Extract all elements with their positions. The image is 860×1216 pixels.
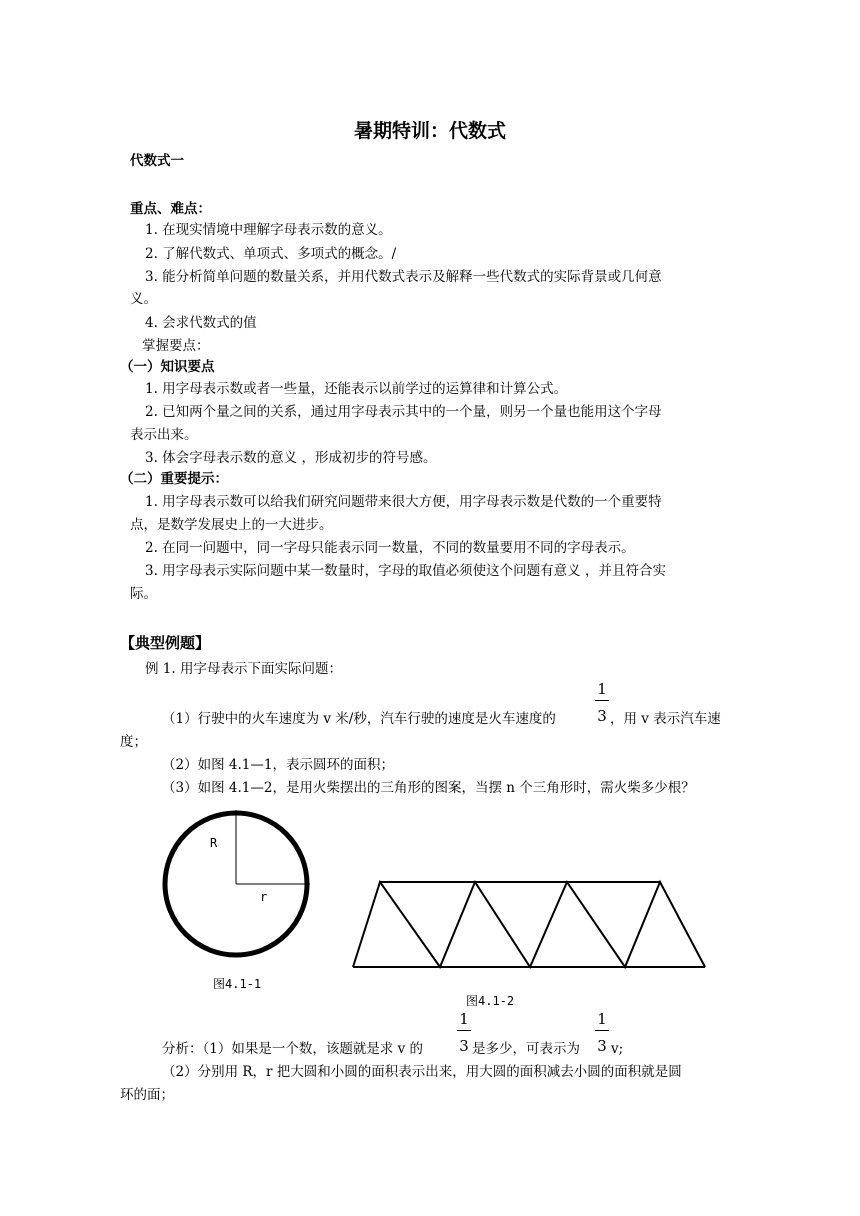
analysis-2-text-end: 环的面； <box>120 1087 174 1103</box>
question-1-text: （1）行驶中的火车速度为 v 米/秒，汽车行驶的速度是火车速度的 <box>162 711 556 727</box>
ring-figure <box>160 808 320 968</box>
page-title: 暑期特训：代数式 <box>353 120 506 142</box>
fraction-denominator: 3 <box>597 1037 607 1055</box>
keypoint-item: 1. 在现实情境中理解字母表示数的意义。 <box>145 222 392 238</box>
label-R: R <box>210 836 218 850</box>
knowledge-item: 3. 体会字母表示数的意义 ，形成初步的符号感。 <box>145 450 437 466</box>
tip-item: 际。 <box>130 586 157 602</box>
question-1-text-end: 度； <box>120 734 147 750</box>
keypoints-heading: 重点、难点： <box>130 201 211 217</box>
fraction-numerator: 1 <box>597 1010 607 1028</box>
tip-item: 1. 用字母表示数可以给我们研究问题带来很大方便，用字母表示数是代数的一个重要特 <box>145 494 662 510</box>
keypoint-item: 2. 了解代数式、单项式、多项式的概念。/ <box>145 246 397 262</box>
fraction-bar <box>595 1030 609 1031</box>
fraction-bar <box>595 700 609 701</box>
tip-item: 3. 用字母表示实际问题中某一数量时，字母的取值必须使这个问题有意义 ，并且符合实 <box>145 563 666 579</box>
examples-heading: 【典型例题】 <box>120 634 211 652</box>
question-2-text: （2）如图 4.1—1，表示圆环的面积； <box>162 757 394 773</box>
keypoint-item: 义。 <box>130 291 157 307</box>
tip-item: 点，是数学发展史上的一大进步。 <box>130 517 333 533</box>
mastery-label: 掌握要点： <box>142 338 210 354</box>
fraction-numerator: 1 <box>597 680 607 698</box>
tip-item: 2. 在同一问题中，同一字母只能表示同一数量，不同的数量要用不同的字母表示。 <box>145 540 635 556</box>
figure-1-caption: 图4.1-1 <box>213 977 262 991</box>
matchstick-triangles-figure <box>345 870 715 980</box>
knowledge-item: 表示出来。 <box>130 427 198 443</box>
section-heading: 代数式一 <box>130 153 184 169</box>
question-3-text: （3）如图 4.1—2，是用火柴摆出的三角形的图案，当摆 n 个三角形时，需火柴多少根？ <box>162 780 695 796</box>
knowledge-item: 1. 用字母表示数或者一些量，还能表示以前学过的运算律和计算公式。 <box>145 381 568 397</box>
fraction-denominator: 3 <box>597 707 607 725</box>
analysis-1-text: 分析：（1）如果是一个数，该题就是求 v 的 <box>162 1041 424 1057</box>
label-r: r <box>260 890 268 904</box>
example-title: 例 1. 用字母表示下面实际问题： <box>145 661 342 677</box>
figure-2-caption: 图4.1-2 <box>466 994 515 1008</box>
keypoint-item: 3. 能分析简单问题的数量关系，并用代数式表示及解释一些代数式的实际背景或几何意 <box>145 269 662 285</box>
fraction-bar <box>457 1030 471 1031</box>
fraction-numerator: 1 <box>459 1010 469 1028</box>
knowledge-item: 2. 已知两个量之间的关系，通过用字母表示其中的一个量，则另一个量也能用这个字母 <box>145 404 662 420</box>
tips-heading: （二）重要提示： <box>120 471 228 487</box>
analysis-2-text: （2）分别用 R，r 把大圆和小圆的面积表示出来，用大圆的面积减去小圆的面积就是圆 <box>162 1064 682 1080</box>
analysis-1-text-end: v; <box>611 1041 624 1057</box>
analysis-1-text-cont: 是多少，可表示为 <box>472 1041 580 1057</box>
keypoint-item: 4. 会求代数式的值 <box>145 315 257 331</box>
fraction-denominator: 3 <box>459 1037 469 1055</box>
question-1-text-cont: ，用 v 表示汽车速 <box>610 711 721 727</box>
knowledge-heading: （一）知识要点 <box>120 359 215 375</box>
